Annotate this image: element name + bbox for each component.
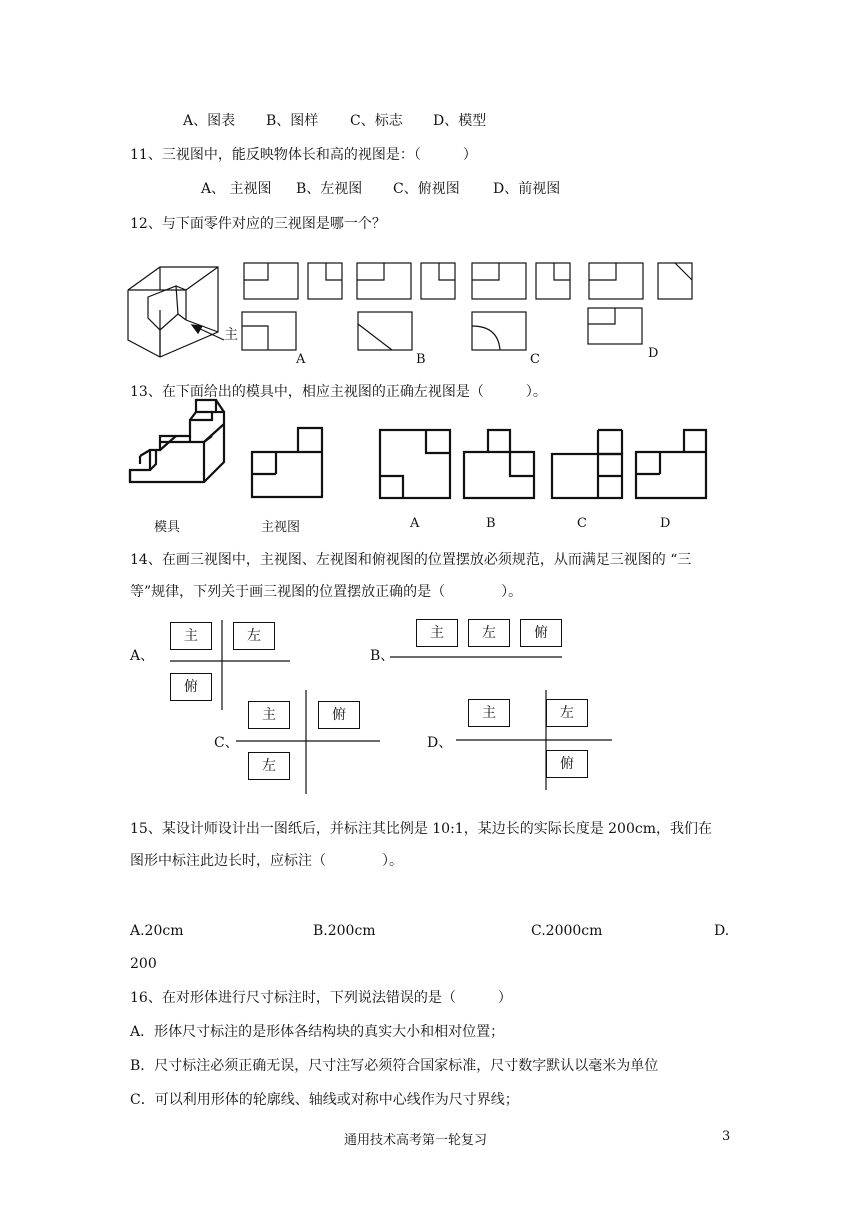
q13-caption-mold: 模具: [154, 520, 181, 535]
q14-a-main-box: 主: [170, 622, 212, 650]
q14-c-left-box: 左: [248, 752, 290, 780]
q13-caption-c: C: [577, 516, 587, 531]
q14-b-top-box: 俯: [520, 619, 562, 647]
q11-option-b: B、左视图: [296, 181, 363, 197]
q13-caption-main: 主视图: [261, 520, 301, 535]
page-number: 3: [722, 1129, 731, 1144]
q12-arrow: [196, 327, 224, 340]
q13-caption-d: D: [660, 516, 671, 531]
q14-c-top-box: 俯: [318, 701, 360, 729]
q13-caption-b: B: [486, 516, 496, 531]
q14-d-main-box: 主: [468, 699, 510, 727]
q12-choice-c: C: [530, 352, 540, 367]
q15-stem-line1: 15、某设计师设计出一图纸后，并标注其比例是 10:1，某边长的实际长度是 200cm，我们在: [130, 821, 712, 837]
q14-d-top-box: 俯: [546, 750, 588, 778]
q14-b-main-box: 主: [416, 619, 458, 647]
q14-option-c-label: C、: [214, 735, 239, 751]
q15-option-d: D.: [714, 923, 730, 939]
footer-title: 通用技术高考第一轮复习: [344, 1133, 488, 1148]
q15-option-b: B.200cm: [313, 923, 376, 939]
q14-option-d-label: D、: [427, 735, 453, 751]
q12-part-drawing: [128, 267, 218, 357]
q14-d-left-box: 左: [546, 699, 588, 727]
q11-option-a: A、 主视图: [201, 181, 272, 197]
q13-caption-a: A: [410, 516, 420, 531]
q11-stem: 11、三视图中，能反映物体长和高的视图是：（ ）: [130, 147, 477, 163]
q14-stem-line1: 14、在画三视图中，主视图、左视图和俯视图的位置摆放必须规范，从而满足三视图的 “三: [130, 552, 692, 568]
q12-main-label: 主: [224, 327, 238, 343]
q14-a-left-box: 左: [233, 622, 275, 650]
q11-option-c: C、俯视图: [393, 181, 460, 197]
q10-option-c: C、标志: [350, 113, 403, 129]
q10-option-a: A、图表: [183, 113, 236, 129]
q14-c-main-box: 主: [248, 701, 290, 729]
q13-stem: 13、在下面给出的模具中，相应主视图的正确左视图是（ ）。: [130, 384, 547, 400]
q14-a-top-box: 俯: [170, 673, 212, 701]
q15-option-a: A.20cm: [130, 923, 184, 939]
q16-option-b: B．尺寸标注必须正确无误，尺寸注写必须符合国家标准，尺寸数字默认以毫米为单位: [130, 1058, 659, 1074]
q14-option-a-label: A、: [130, 648, 155, 664]
q12-stem: 12、与下面零件对应的三视图是哪一个？: [130, 216, 386, 232]
q10-option-d: D、模型: [433, 113, 487, 129]
q16-stem: 16、在对形体进行尺寸标注时，下列说法错误的是（ ）: [130, 990, 512, 1006]
q14-stem-line2: 等”规律，下列关于画三视图的位置摆放正确的是（ ）。: [130, 584, 523, 600]
q15-option-c: C.2000cm: [531, 923, 603, 939]
q15-stem-line2: 图形中标注此边长时，应标注（ ）。: [130, 853, 403, 869]
q16-option-c: C．可以利用形体的轮廓线、轴线或对称中心线作为尺寸界线；: [130, 1092, 519, 1108]
q13-mold-drawing: [130, 400, 224, 482]
q12-choice-a: A: [296, 352, 306, 367]
q16-option-a: A．形体尺寸标注的是形体各结构块的真实大小和相对位置；: [130, 1024, 505, 1040]
q10-option-b: B、图样: [266, 113, 319, 129]
q12-choice-b: B: [416, 352, 426, 367]
q11-option-d: D、前视图: [493, 181, 561, 197]
q15-option-d-value: 200: [130, 956, 157, 972]
q12-choice-d: D: [648, 346, 659, 361]
q14-option-b-label: B、: [370, 648, 395, 664]
q14-b-left-box: 左: [468, 619, 510, 647]
